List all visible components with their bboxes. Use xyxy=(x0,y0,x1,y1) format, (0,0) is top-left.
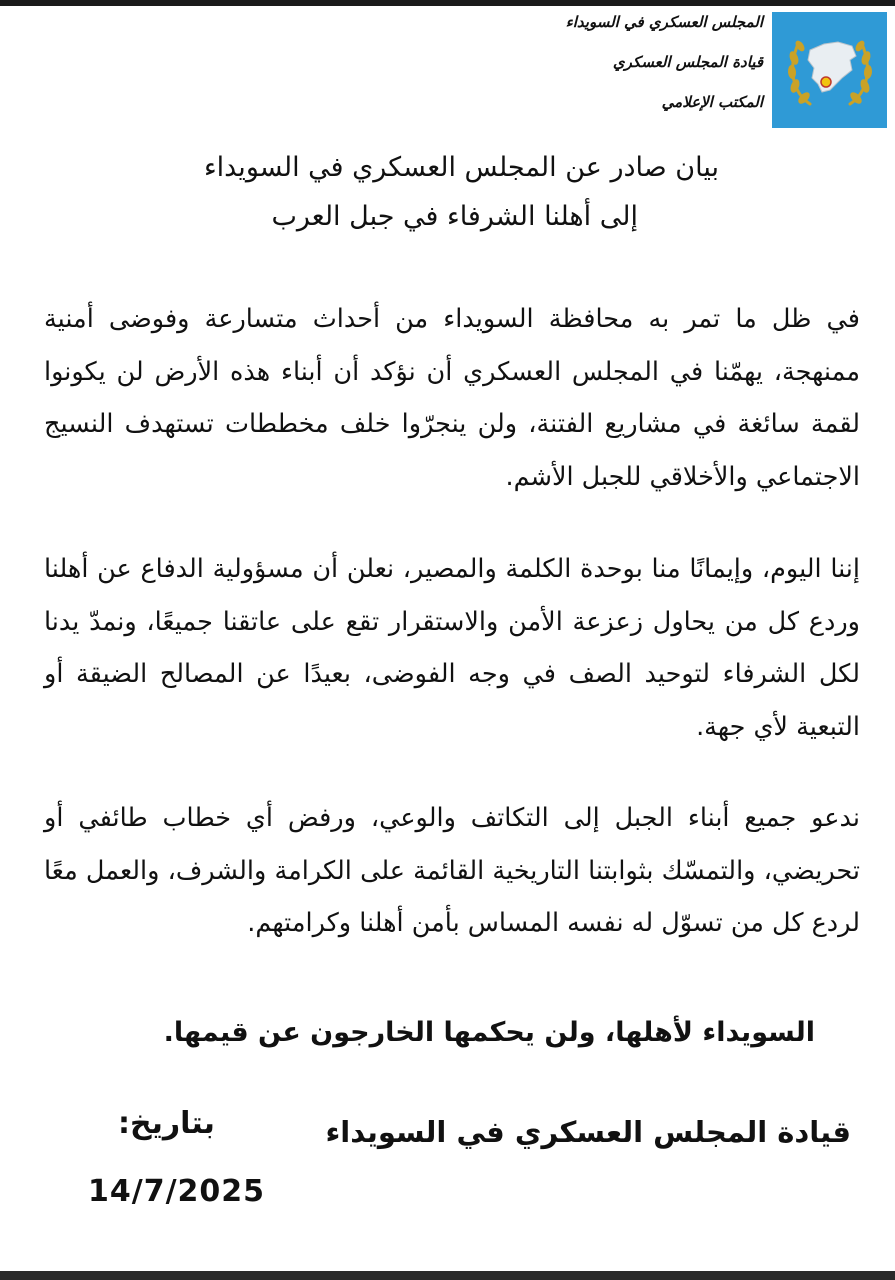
council-logo xyxy=(772,12,887,128)
signature: قيادة المجلس العسكري في السويداء xyxy=(325,1115,851,1149)
body-paragraph: في ظل ما تمر به محافظة السويداء من أحداث متسارعة وفوضى أمنية ممنهجة، يهمّنا في المجلس العسكري أن نؤكد أن أبناء هذه الأرض لن يكونوا لقمة سائغة في مشاريع الفتنة، ولن ينجرّوا خلف مخططات تستهدف النسيج الاجتماعي والأخلاقي للجبل الأشم. xyxy=(44,304,860,492)
body-paragraph: ندعو جميع أبناء الجبل إلى التكاتف والوعي، ورفض أي خطاب طائفي أو تحريضي، والتمسّك بثوابتنا التاريخية القائمة على الكرامة والشرف، والعمل معًا لردع كل من تسوّل له نفسه المساس بأمن أهلنا وكرامتهم. xyxy=(44,803,860,938)
syria-map-emblem-icon xyxy=(780,20,880,120)
letterhead-media-office: المكتب الإعلامي xyxy=(661,93,763,111)
closing-slogan: السويداء لأهلها، ولن يحكمها الخارجون عن قيمها. xyxy=(163,1017,815,1048)
top-border xyxy=(0,0,895,6)
bottom-border xyxy=(0,1271,895,1280)
letterhead-council-name: المجلس العسكري في السويداء xyxy=(565,13,763,31)
date-value: 14/7/2025 xyxy=(88,1174,266,1209)
date-label: بتاريخ: xyxy=(118,1106,215,1141)
statement-subtitle: إلى أهلنا الشرفاء في جبل العرب xyxy=(271,201,638,232)
letterhead xyxy=(543,12,763,112)
body-paragraph: إننا اليوم، وإيمانًا منا بوحدة الكلمة والمصير، نعلن أن مسؤولية الدفاع عن أهلنا وردع كل من يحاول زعزعة الأمن والاستقرار تقع على عاتقنا جميعًا، ونمدّ يدنا لكل الشرفاء لتوحيد الصف في وجه الفوضى، بعيدًا عن المصالح الضيقة أو التبعية لأي جهة. xyxy=(44,554,860,742)
statement-title: بيان صادر عن المجلس العسكري في السويداء xyxy=(203,152,719,183)
letterhead-command: قيادة المجلس العسكري xyxy=(612,53,763,71)
